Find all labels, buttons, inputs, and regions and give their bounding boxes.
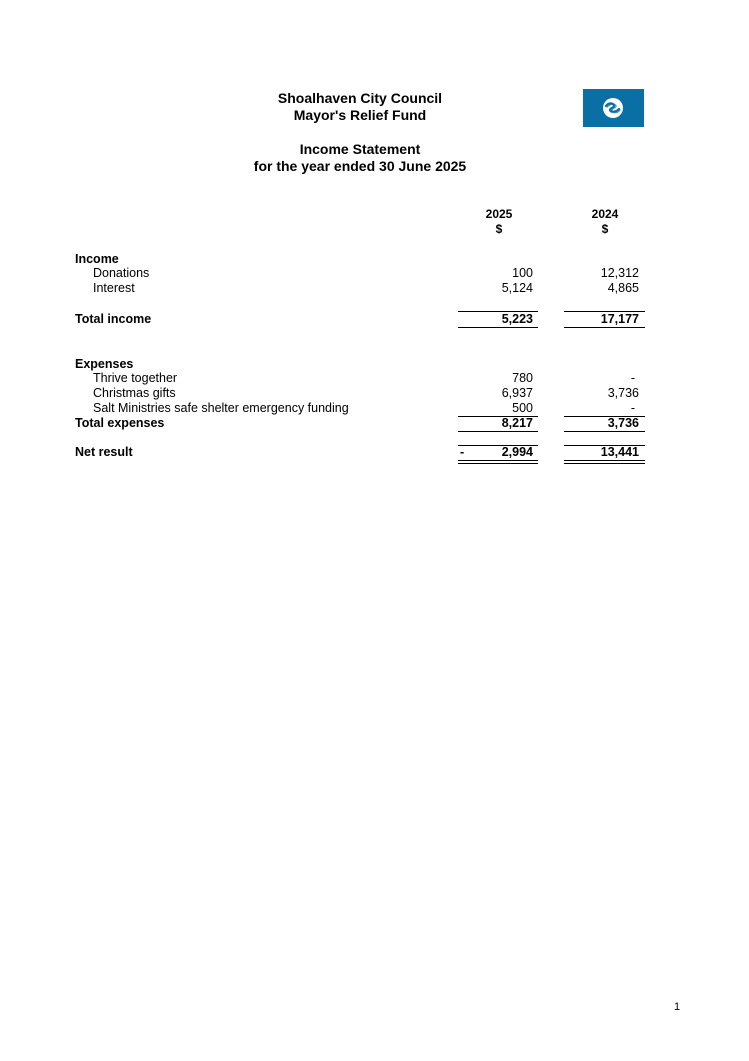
donations-2025: 100 [512,266,533,280]
christmas-gifts-2025: 6,937 [501,386,533,400]
total-expenses-2025: 8,217 [501,416,533,430]
net-result-sign-2025: - [460,445,465,459]
christmas-gifts-label: Christmas gifts [93,386,176,400]
total-income-underline-2024 [564,327,645,328]
expenses-heading: Expenses [75,357,134,371]
interest-2025: 5,124 [501,281,533,295]
statement-title: Income Statement [299,141,421,157]
net-result-label: Net result [75,445,133,459]
total-income-underline-2025 [458,327,538,328]
christmas-gifts-2024: 3,736 [607,386,639,400]
total-income-2025: 5,223 [501,312,533,326]
col-2024-unit: $ [601,222,609,236]
col-2024-year: 2024 [591,207,619,221]
total-income-2024: 17,177 [600,312,639,326]
interest-label: Interest [93,281,135,295]
total-expenses-2024: 3,736 [607,416,639,430]
total-expenses-underline-2025 [458,431,538,432]
net-result-2025: 2,994 [501,445,533,459]
net-result-2024: 13,441 [600,445,639,459]
donations-2024: 12,312 [600,266,639,280]
salt-ministries-2025: 500 [512,401,533,415]
net-result-double-rule-2025 [458,460,538,464]
col-2025-unit: $ [495,222,503,236]
col-2025-year: 2025 [485,207,513,221]
salt-ministries-2024: - [630,401,635,415]
council-name: Shoalhaven City Council [277,90,443,106]
income-heading: Income [75,252,119,266]
donations-label: Donations [93,266,150,280]
statement-period: for the year ended 30 June 2025 [253,158,467,174]
fund-name: Mayor's Relief Fund [293,107,427,123]
interest-2024: 4,865 [607,281,639,295]
council-logo [583,89,644,127]
page-number: 1 [674,1001,681,1013]
thrive-together-2025: 780 [512,371,533,385]
thrive-together-label: Thrive together [93,371,178,385]
thrive-together-2024: - [630,371,635,385]
total-expenses-underline-2024 [564,431,645,432]
council-logo-icon [602,97,624,119]
total-income-label: Total income [75,312,152,326]
salt-ministries-label: Salt Ministries safe shelter emergency funding [93,401,349,415]
net-result-double-rule-2024 [564,460,645,464]
total-expenses-label: Total expenses [75,416,165,430]
